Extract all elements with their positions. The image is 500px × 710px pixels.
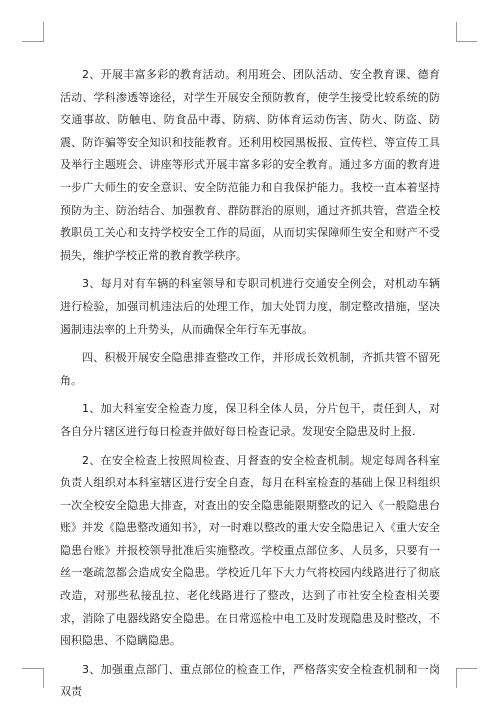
crop-mark-top-left xyxy=(22,41,43,42)
crop-mark-bottom-left xyxy=(22,668,43,669)
paragraph-section-four-heading: 四、积极开展安全隐患排查整改工作，并形成长效机制，齐抓共管不留死角。 xyxy=(60,351,440,387)
paragraph-inspection-mechanism: 2、在安全检查上按照周检查、月督查的安全检查机制。规定每周各科室负责人组织对本科室辖区进行安全自查，每月在科室检查的基础上保卫科组织一次全校安全隐患大排查，对查出的安全隐患能限期整改的记入《一般隐患台账》并发《隐患整改通知书》，对一时难以整改的重大安全隐患记入《重大安全隐患台账》并报校领导批准后实施整改。学校重点部位多、人员多，只要有一丝一毫疏忽都会造成安全隐患。学校近几年下大力气将校园内线路进行了彻底改造，对那些私接乱拉、老化线路进行了整改，达到了市社安全检查相关要求，消除了电器线路安全隐患。在日常巡检中电工及时发现隐患及时整改，不囤积隐患、不隐瞒隐患。 xyxy=(60,453,440,648)
crop-mark-bottom-right xyxy=(456,668,457,688)
crop-mark-top-right xyxy=(456,41,477,42)
crop-mark-bottom-right xyxy=(456,668,477,669)
paragraph-inspection-strength: 1、加大科室安全检查力度，保卫科全体人员，分片包干，责任到人，对各自分片辖区进行每日检查并做好每日检查记录。发现安全隐患及时上报. xyxy=(60,402,440,438)
paragraph-education-activities: 2、开展丰富多彩的教育活动。利用班会、团队活动、安全教育课、德育活动、学科渗透等途径，对学生开展安全预防教育，使学生接受比较系统的防交通事故、防触电、防食品中毒、防病、防体育运动伤害、防火、防盗、防震、防诈骗等安全知识和技能教育。还利用校园黑板报、宣传栏、等宣传工具及举行主题班会、讲座等形式开展丰富多彩的安全教育。通过多方面的教育进一步广大师生的安全意识、安全防范能力和自我保护能力。我校一直本着坚持预防为主、防治结合、加强教育、群防群治的原则，通过齐抓共管，营造全校教职员工关心和支持学校安全工作的局面，从而切实保障师生安全和财产不受损失，维护学校正常的教育教学秩序。 xyxy=(60,68,440,262)
crop-mark-top-right xyxy=(456,22,457,42)
paragraph-traffic-safety: 3、每月对有车辆的科室领导和专职司机进行交通安全例会，对机动车辆进行检验，加强司机违法后的处理工作，加大处罚力度，制定整改措施，坚决遏制违法率的上升势头，从而确保全年行车无事故。 xyxy=(60,277,440,336)
crop-mark-bottom-left xyxy=(43,668,44,688)
crop-mark-top-left xyxy=(43,22,44,42)
paragraph-key-departments: 3、加强重点部门、重点部位的检查工作，严格落实安全检查机制和一岗双责 xyxy=(60,662,440,699)
document-body xyxy=(60,64,440,710)
